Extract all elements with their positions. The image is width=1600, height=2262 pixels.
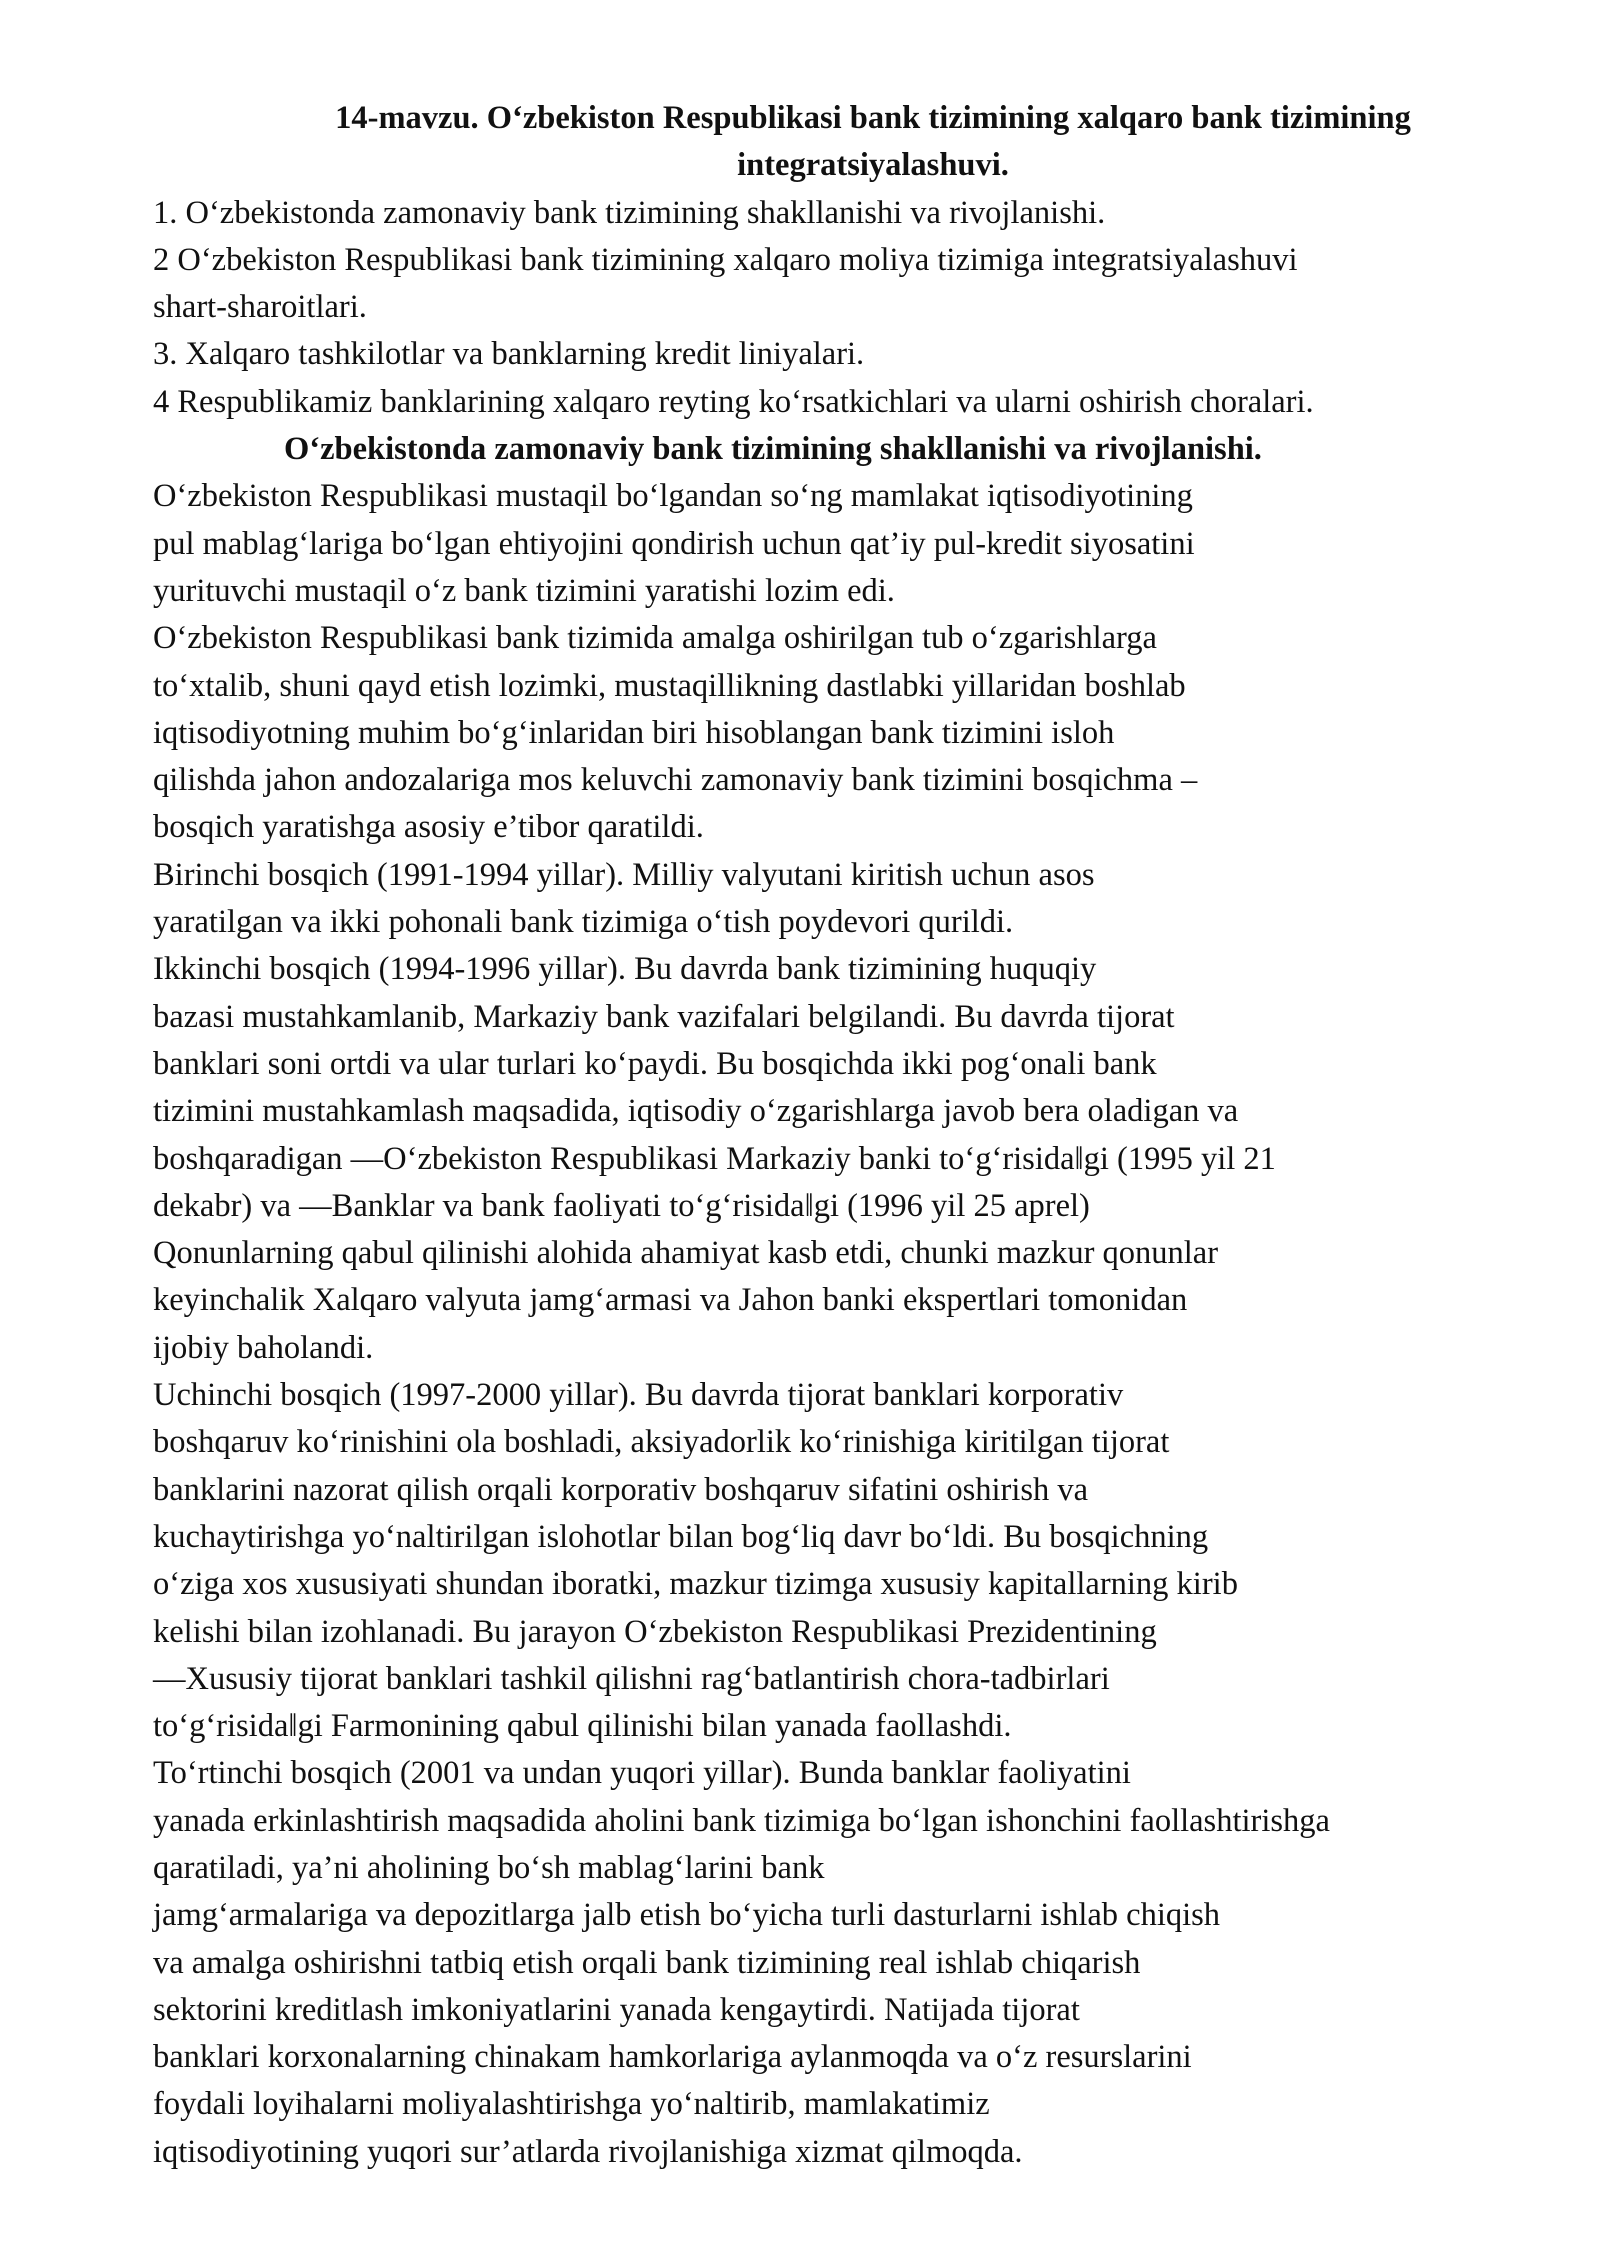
- body-line: yanada erkinlashtirish maqsadida aholini bank tizimiga bo‘lgan ishonchini faollashtirishga: [153, 1802, 1330, 1839]
- section-heading: O‘zbekistonda zamonaviy bank tizimining shakllanishi va rivojlanishi.: [284, 431, 1262, 468]
- body-line: boshqaruv ko‘rinishini ola boshladi, aksiyadorlik ko‘rinishiga kiritilgan tijorat: [153, 1424, 1170, 1461]
- body-line: To‘rtinchi bosqich (2001 va undan yuqori yillar). Bunda banklar faoliyatini: [153, 1755, 1131, 1792]
- body-line: o‘ziga xos xususiyati shundan iboratki, mazkur tizimga xususiy kapitallarning kirib: [153, 1566, 1238, 1603]
- body-line: qilishda jahon andozalariga mos keluvchi zamonaviy bank tizimini bosqichma –: [153, 762, 1198, 799]
- plan-item: 4 Respublikamiz banklarining xalqaro reyting ko‘rsatkichlari va ularni oshirish choralari.: [153, 383, 1314, 420]
- document-page: [153, 95, 1533, 2176]
- body-line: kuchaytirishga yo‘naltirilgan islohotlar bilan bog‘liq davr bo‘ldi. Bu bosqichning: [153, 1518, 1209, 1555]
- body-line: boshqaradigan ―O‘zbekiston Respublikasi Markaziy banki to‘g‘risida‖gi (1995 yil 21: [153, 1140, 1276, 1177]
- body-line: banklari korxonalarning chinakam hamkorlariga aylanmoqda va o‘z resurslarini: [153, 2039, 1192, 2076]
- body-text: [153, 473, 1533, 2176]
- body-line: sektorini kreditlash imkoniyatlarini yanada kengaytirdi. Natijada tijorat: [153, 1991, 1080, 2028]
- body-line: Birinchi bosqich (1991-1994 yillar). Milliy valyutani kiritish uchun asos: [153, 856, 1095, 893]
- body-line: bosqich yaratishga asosiy e’tibor qaratildi.: [153, 809, 704, 846]
- body-line: pul mablag‘lariga bo‘lgan ehtiyojini qondirish uchun qat’iy pul-kredit siyosatini: [153, 525, 1195, 562]
- body-line: va amalga oshirishni tatbiq etish orqali bank tizimining real ishlab chiqarish: [153, 1944, 1141, 1981]
- plan-item: 2 O‘zbekiston Respublikasi bank tizimining xalqaro moliya tizimiga integratsiyalashuvi: [153, 241, 1298, 278]
- document-title: 14-mavzu. O‘zbekiston Respublikasi bank tizimining xalqaro bank tizimining integratsiyalashuvi.: [335, 100, 1411, 184]
- body-line: yurituvchi mustaqil o‘z bank tizimini yaratishi lozim edi.: [153, 572, 895, 609]
- body-line: banklarini nazorat qilish orqali korporativ boshqaruv sifatini oshirish va: [153, 1471, 1089, 1508]
- body-line: banklari soni ortdi va ular turlari ko‘paydi. Bu bosqichda ikki pog‘onali bank: [153, 1045, 1157, 1082]
- body-line: kelishi bilan izohlanadi. Bu jarayon O‘zbekiston Respublikasi Prezidentining: [153, 1613, 1157, 1650]
- plan-item: 3. Xalqaro tashkilotlar va banklarning kredit liniyalari.: [153, 336, 865, 373]
- body-line: ―Xususiy tijorat banklari tashkil qilishni rag‘batlantirish chora-tadbirlari: [153, 1660, 1110, 1697]
- topic-plan-list: [153, 190, 1533, 426]
- body-line: ijobiy baholandi.: [153, 1329, 374, 1366]
- body-line: qaratiladi, ya’ni aholining bo‘sh mablag‘larini bank: [153, 1849, 825, 1886]
- body-line: foydali loyihalarni moliyalashtirishga yo‘naltirib, mamlakatimiz: [153, 2086, 990, 2123]
- body-line: O‘zbekiston Respublikasi mustaqil bo‘lgandan so‘ng mamlakat iqtisodiyotining: [153, 478, 1193, 515]
- body-line: bazasi mustahkamlanib, Markaziy bank vazifalari belgilandi. Bu davrda tijorat: [153, 998, 1175, 1035]
- body-line: to‘g‘risida‖gi Farmonining qabul qilinishi bilan yanada faollashdi.: [153, 1708, 1012, 1745]
- body-line: Qonunlarning qabul qilinishi alohida ahamiyat kasb etdi, chunki mazkur qonunlar: [153, 1235, 1219, 1272]
- body-line: Ikkinchi bosqich (1994-1996 yillar). Bu davrda bank tizimining huquqiy: [153, 951, 1097, 988]
- plan-item: shart-sharoitlari.: [153, 289, 367, 326]
- body-line: to‘xtalib, shuni qayd etish lozimki, mustaqillikning dastlabki yillaridan boshlab: [153, 667, 1186, 704]
- body-line: keyinchalik Xalqaro valyuta jamg‘armasi va Jahon banki ekspertlari tomonidan: [153, 1282, 1188, 1319]
- body-line: Uchinchi bosqich (1997-2000 yillar). Bu davrda tijorat banklari korporativ: [153, 1377, 1124, 1414]
- plan-item: 1. O‘zbekistonda zamonaviy bank tizimining shakllanishi va rivojlanishi.: [153, 194, 1106, 231]
- body-line: dekabr) va ―Banklar va bank faoliyati to‘g‘risida‖gi (1996 yil 25 aprel): [153, 1187, 1090, 1224]
- body-line: iqtisodiyotining yuqori sur’atlarda rivojlanishiga xizmat qilmoqda.: [153, 2133, 1023, 2170]
- body-line: yaratilgan va ikki pohonali bank tizimiga o‘tish poydevori qurildi.: [153, 904, 1014, 941]
- body-line: tizimini mustahkamlash maqsadida, iqtisodiy o‘zgarishlarga javob bera oladigan va: [153, 1093, 1239, 1130]
- body-line: iqtisodiyotning muhim bo‘g‘inlaridan biri hisoblangan bank tizimini isloh: [153, 714, 1115, 751]
- body-line: O‘zbekiston Respublikasi bank tizimida amalga oshirilgan tub o‘zgarishlarga: [153, 620, 1157, 657]
- body-line: jamg‘armalariga va depozitlarga jalb etish bo‘yicha turli dasturlarni ishlab chiqish: [153, 1897, 1221, 1934]
